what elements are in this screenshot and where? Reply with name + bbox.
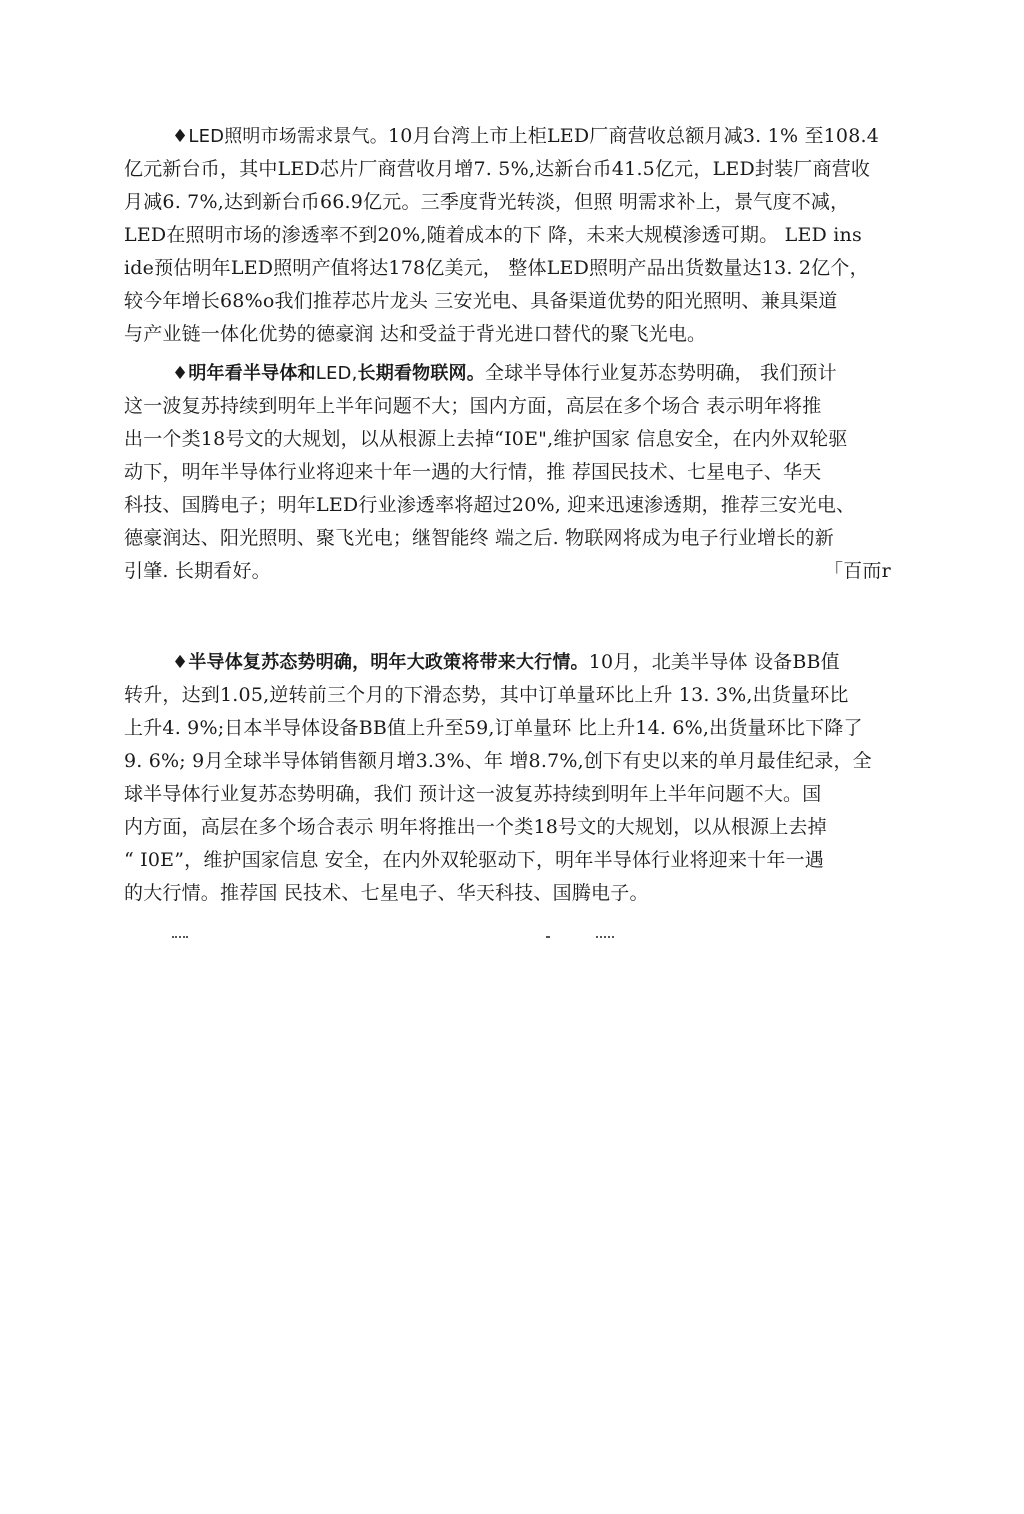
scan-artifacts — [0, 936, 1024, 944]
text-line — [124, 646, 900, 679]
text-line: 亿元新台币，其中LED芯片厂商营收月增7. 5%,达新台币41.5亿元，LED封装厂商营收 — [124, 158, 871, 180]
paragraph-semiconductor-iot — [124, 357, 900, 588]
text-line: 出一个类18号文的大规划，以从根源上去掉“I0E",维护国家 信息安全，在内外双轮驱 — [124, 428, 848, 450]
paragraph-lead: ♦半导体复苏态势明确，明年大政策将带来大行情。 — [172, 652, 589, 673]
text-line: 转升，达到1.05,逆转前三个月的下滑态势，其中订单量环比上升 13. 3%,出货量环比 — [124, 684, 849, 706]
text-line: 德豪润达、阳光照明、聚飞光电；继智能终 端之后. 物联网将成为电子行业增长的新 — [124, 527, 834, 549]
paragraph-lead-end: 长期看物联网。 — [357, 363, 485, 384]
text-line: “ I0E”，维护国家信息 安全，在内外双轮驱动下，明年半导体行业将迎来十年一遇 — [124, 849, 824, 871]
text-line: 球半导体行业复苏态势明确，我们 预计这一波复苏持续到明年上半年问题不大。国 — [124, 783, 822, 805]
text-line — [124, 555, 900, 588]
scan-mark — [596, 936, 614, 942]
text-line: 月减6. 7%,达到新台币66.9亿元。三季度背光转淡，但照 明需求补上，景气度不减， — [124, 191, 850, 213]
text-line — [124, 120, 900, 153]
paragraph-semiconductor-recovery — [124, 646, 900, 910]
text-segment: 10月，北美半导体 设备BB值 — [588, 651, 840, 673]
text-line: 这一波复苏持续到明年上半年问题不大；国内方面，高层在多个场合 表示明年将推 — [124, 395, 822, 417]
paragraph-led-lighting — [124, 120, 900, 351]
text-segment: 10月台湾上市上柜LED厂商营收总额月减3. 1% 至108.4 — [388, 125, 880, 147]
paragraph-lead-mid: LED, — [315, 363, 358, 384]
text-line — [124, 357, 900, 390]
text-line: 较今年增长68%o我们推荐芯片龙头 三安光电、具备渠道优势的阳光照明、兼具渠道 — [124, 290, 838, 312]
text-line: 的大行情。推荐国 民技术、七星电子、华天科技、国腾电子。 — [124, 882, 649, 904]
text-line: 与产业链一体化优势的德豪润 达和受益于背光进口替代的聚飞光电。 — [124, 323, 707, 345]
text-segment: 引肇. 长期看好。 — [124, 560, 271, 582]
trailing-fragment: 「百而r — [824, 560, 891, 582]
text-line: 科技、国腾电子；明年LED行业渗透率将超过20%, 迎来迅速渗透期，推荐三安光电、 — [124, 494, 856, 516]
paragraph-lead: ♦LED照明市场需求景气。 — [172, 126, 388, 147]
text-line: 上升4. 9%;日本半导体设备BB值上升至59,订单量环 比上升14. 6%,出货量环比下降了 — [124, 717, 863, 739]
scan-mark — [546, 936, 550, 942]
text-line: 内方面，高层在多个场合表示 明年将推出一个类18号文的大规划，以从根源上去掉 — [124, 816, 827, 838]
text-segment: 全球半导体行业复苏态势明确， 我们预计 — [484, 362, 837, 384]
text-line: 动下，明年半导体行业将迎来十年一遇的大行情，推 荐国民技术、七星电子、华天 — [124, 461, 822, 483]
scan-mark — [172, 936, 188, 942]
text-line: 9. 6%; 9月全球半导体销售额月增3.3%、年 增8.7%,创下有史以来的单月最佳纪录，全 — [124, 750, 872, 772]
text-line: ide预估明年LED照明产值将达178亿美元， 整体LED照明产品出货数量达13. 2亿个， — [124, 257, 869, 279]
text-line: LED在照明市场的渗透率不到20%,随着成本的下 降，未来大规模渗透可期。 LED ins — [124, 224, 862, 246]
paragraph-lead: ♦明年看半导体和 — [172, 363, 316, 384]
